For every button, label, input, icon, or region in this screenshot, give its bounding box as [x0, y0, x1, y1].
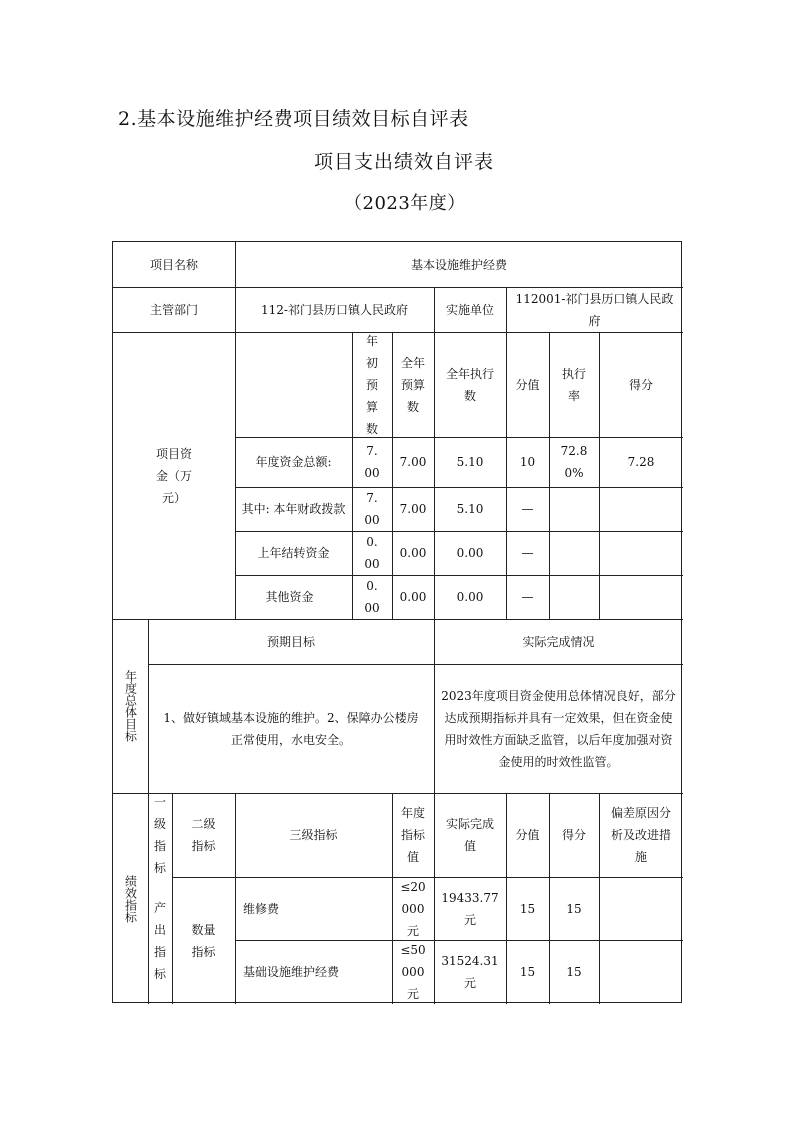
fund-row-score [599, 487, 683, 531]
fund-row-rate [549, 575, 599, 619]
level2-header: 二级指标 [191, 817, 216, 853]
funds-label: 项目资金（万元） [155, 446, 192, 505]
indicator-row-score-value: 15 [519, 901, 536, 916]
level1-value: 产出指标 [153, 900, 166, 981]
fund-row-executed: 0.00 [456, 546, 484, 560]
dept-label: 主管部门 [149, 302, 198, 317]
project-name-label: 项目名称 [149, 257, 198, 272]
target-header: 年度指标值 [400, 806, 425, 864]
fund-row-score: 7.28 [627, 455, 655, 469]
header-exec-rate: 执行率 [561, 366, 586, 403]
fund-row-name: 年度资金总额: [255, 455, 332, 469]
evaluation-table [112, 241, 682, 1003]
actual-result-header: 实际完成情况 [522, 634, 595, 649]
indicator-row-score-value: 15 [519, 965, 536, 979]
deviation-header: 偏差原因分析及改进措施 [610, 806, 671, 864]
fund-row-annual: 7.00 [399, 455, 427, 469]
indicator-score-value-header: 分值 [515, 828, 540, 842]
fund-row-name: 其中: 本年财政拨款 [241, 502, 346, 516]
fund-row-score-value: — [521, 502, 534, 516]
fund-row-initial: 0.00 [364, 579, 380, 615]
project-name: 基本设施维护经费 [410, 257, 507, 272]
fund-row-score [599, 575, 683, 619]
fund-row-executed: 0.00 [456, 590, 484, 604]
header-initial-budget: 年初预算数 [365, 333, 378, 436]
indicator-score-header: 得分 [561, 828, 586, 842]
fund-row-annual: 7.00 [399, 502, 427, 516]
indicator-row-target: ≤20000元 [400, 879, 426, 938]
level2-value: 数量指标 [191, 922, 216, 959]
indicator-row-name: 基础设施维护经费 [243, 965, 340, 979]
indicator-row-deviation [599, 877, 683, 940]
indicator-row-score: 15 [566, 901, 582, 916]
form-title: 项目支出绩效自评表 [314, 151, 495, 173]
fund-row-rate: 72.80% [560, 444, 588, 480]
fund-row-annual: 0.00 [399, 590, 427, 604]
indicator-row-name: 维修费 [243, 901, 280, 916]
indicator-row-deviation [599, 940, 683, 1004]
fund-row-executed: 5.10 [456, 502, 484, 516]
fund-row-annual: 0.00 [399, 546, 427, 560]
expected-goal-text: 1、做好镇域基本设施的维护。2、保障办公楼房正常使用，水电安全。 [163, 710, 419, 747]
fund-row-name: 其他资金 [265, 590, 314, 604]
section-heading: 2.基本设施维护经费项目绩效目标自评表 [118, 108, 469, 130]
fund-row-score-value: 10 [519, 455, 536, 469]
fund-row-score-value: — [521, 590, 534, 604]
actual-result-text: 2023年度项目资金使用总体情况良好，部分达成预期指标并具有一定效果，但在资金使用时效性方面缺乏监管，以后年度加强对资金使用的时效性监管。 [441, 688, 676, 769]
level3-header: 三级指标 [289, 828, 338, 842]
indicator-row-actual: 19433.77元 [441, 890, 499, 927]
fund-row-executed: 5.10 [456, 455, 484, 469]
fund-row-rate [549, 487, 599, 531]
dept-value: 112-祁门县历口镇人民政府 [261, 302, 408, 317]
header-annual-budget: 全年预算数 [401, 355, 426, 414]
header-executed: 全年执行数 [445, 366, 494, 403]
fund-row-initial: 7.00 [364, 444, 380, 480]
form-year: （2023年度） [344, 193, 466, 214]
fund-row-initial: 7.00 [364, 491, 380, 527]
header-score: 得分 [628, 377, 653, 392]
fund-row-score-value: — [521, 546, 534, 560]
indicator-row-actual: 31524.31元 [441, 954, 499, 990]
fund-row-rate [549, 531, 599, 575]
unit-value: 112001-祁门县历口镇人民政府 [515, 291, 674, 328]
fund-row-name: 上年结转资金 [257, 546, 330, 560]
indicator-row-target: ≤50000元 [400, 943, 426, 1001]
fund-row-score [599, 531, 683, 575]
unit-label: 实施单位 [445, 302, 494, 317]
indicator-row-score: 15 [566, 965, 582, 979]
goals-label: 年度总体目标 [123, 670, 138, 742]
actual-value-header: 实际完成值 [446, 817, 495, 853]
level1-header: 一级指标 [153, 795, 166, 875]
expected-goal-header: 预期目标 [266, 634, 315, 649]
header-score-value: 分值 [515, 377, 540, 392]
fund-row-initial: 0.00 [364, 535, 380, 571]
indicators-label: 绩效指标 [123, 874, 138, 923]
